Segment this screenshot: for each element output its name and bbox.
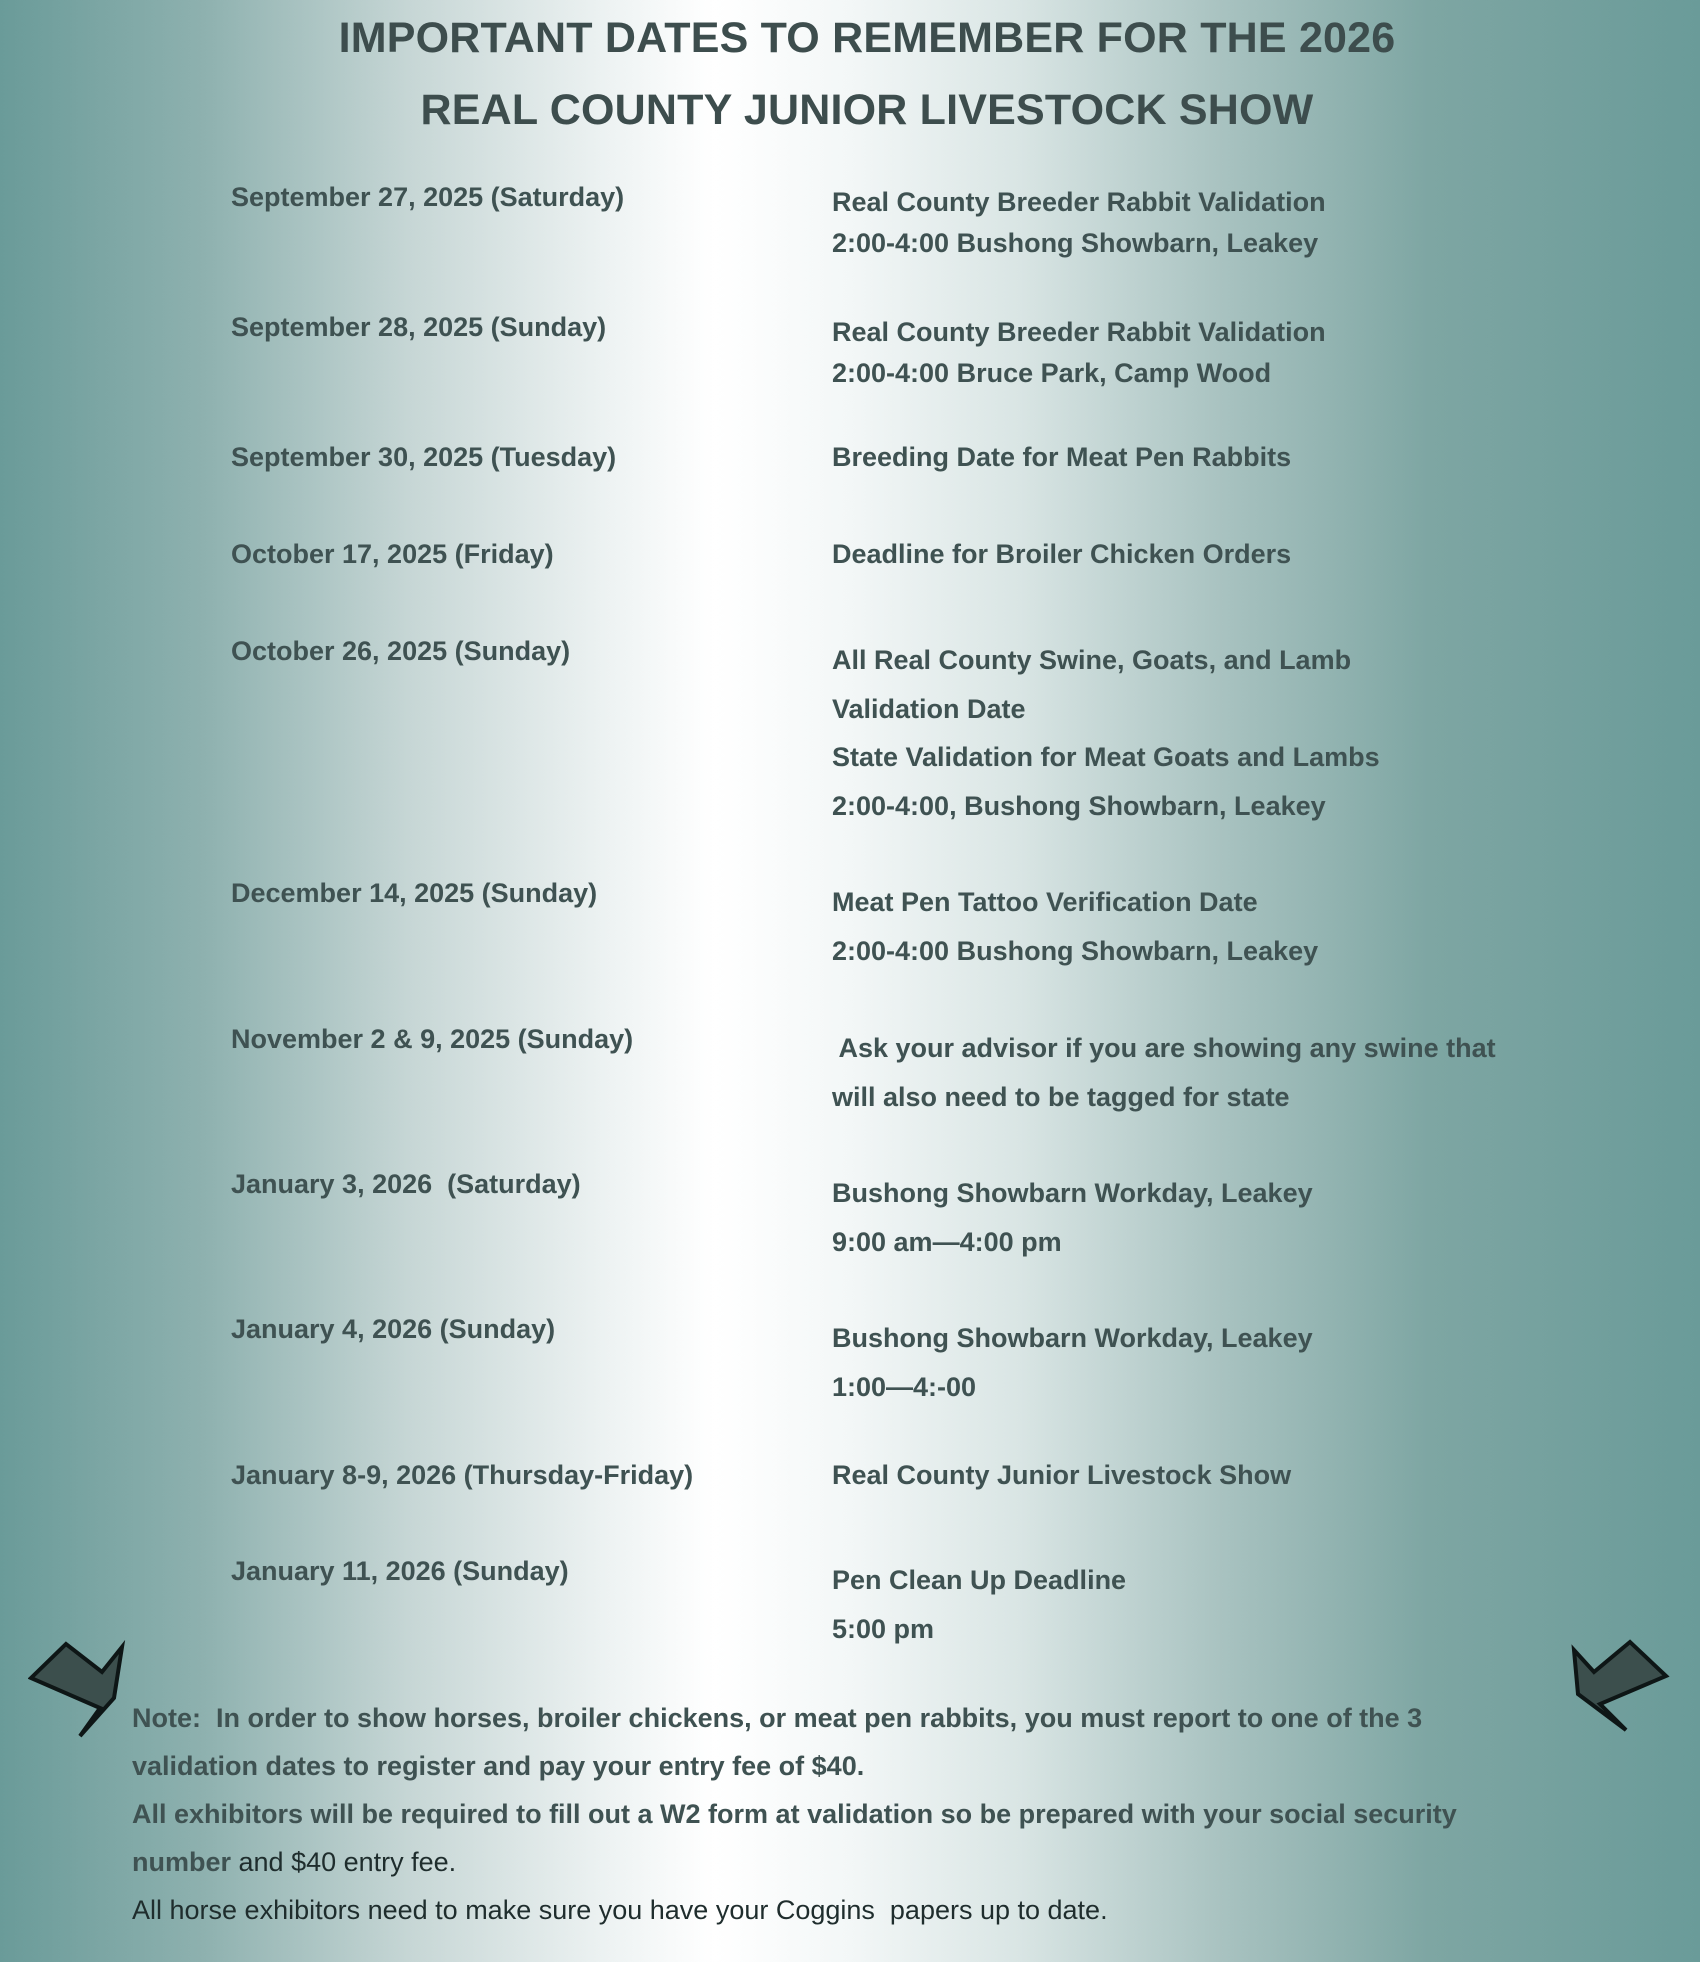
event-date: December 14, 2025 (Sunday) — [231, 878, 598, 908]
note-line: All horse exhibitors need to make sure you have your Coggins papers up to date. — [132, 1895, 1108, 1925]
event-date: November 2 & 9, 2025 (Sunday) — [231, 1024, 634, 1054]
event-description-line: State Validation for Meat Goats and Lambs — [832, 742, 1380, 772]
event-description — [832, 312, 1592, 394]
event-description-line: Validation Date — [832, 693, 1026, 724]
event-description-line: All Real County Swine, Goats, and Lamb — [832, 645, 1352, 675]
arrow-down-right-icon — [28, 1636, 128, 1740]
event-description-line: 2:00-4:00 Bushong Showbarn, Leakey — [832, 935, 1319, 966]
note-line: validation dates to register and pay your entry fee of $40. — [132, 1751, 865, 1781]
event-description-line: 5:00 pm — [832, 1613, 935, 1644]
event-description-line: Real County Junior Livestock Show — [832, 1460, 1292, 1490]
event-description-line: Breeding Date for Meat Pen Rabbits — [832, 442, 1292, 472]
event-description-line: Deadline for Broiler Chicken Orders — [832, 539, 1292, 569]
event-description — [832, 539, 1592, 570]
event-date: October 17, 2025 (Friday) — [231, 539, 554, 569]
event-description-line: will also need to be tagged for state — [832, 1081, 1290, 1112]
event-description — [832, 878, 1592, 975]
event-description — [832, 1556, 1592, 1653]
event-description-line: Real County Breeder Rabbit Validation — [832, 317, 1326, 347]
event-date: October 26, 2025 (Sunday) — [231, 636, 571, 666]
event-date: September 28, 2025 (Sunday) — [231, 312, 607, 342]
event-description-line: Pen Clean Up Deadline — [832, 1565, 1127, 1595]
event-description-line: Meat Pen Tattoo Verification Date — [832, 887, 1258, 917]
note-text-bold: number — [132, 1847, 232, 1877]
event-description-line: 9:00 am—4:00 pm — [832, 1226, 1062, 1257]
note-line: Note: In order to show horses, broiler chickens, or meat pen rabbits, you must report to one of the 3 — [132, 1703, 1423, 1733]
event-description-line: 2:00-4:00, Bushong Showbarn, Leakey — [832, 790, 1326, 821]
event-date: January 11, 2026 (Sunday) — [231, 1556, 569, 1586]
event-description — [832, 1169, 1592, 1266]
title-line-1: IMPORTANT DATES TO REMEMBER FOR THE 2026 — [338, 14, 1396, 62]
event-description — [832, 442, 1592, 473]
event-date: January 4, 2026 (Sunday) — [231, 1314, 556, 1344]
note-line: All exhibitors will be required to fill out a W2 form at validation so be prepared with your social security — [132, 1799, 1457, 1829]
note-block — [132, 1694, 1457, 1934]
event-description — [832, 1024, 1592, 1121]
event-description-line: Bushong Showbarn Workday, Leakey — [832, 1178, 1313, 1208]
event-description — [832, 636, 1592, 830]
event-description-line: 2:00-4:00 Bushong Showbarn, Leakey — [832, 228, 1319, 258]
event-date: January 3, 2026 (Saturday) — [231, 1169, 581, 1199]
event-description-line: 1:00—4:-00 — [832, 1371, 977, 1402]
event-date: January 8-9, 2026 (Thursday-Friday) — [231, 1460, 694, 1490]
event-description-line: Ask your advisor if you are showing any swine that — [832, 1033, 1496, 1063]
title-line-2: REAL COUNTY JUNIOR LIVESTOCK SHOW — [420, 86, 1314, 134]
event-description-line: Real County Breeder Rabbit Validation — [832, 187, 1326, 217]
event-date: September 27, 2025 (Saturday) — [231, 182, 625, 212]
event-date: September 30, 2025 (Tuesday) — [231, 442, 617, 472]
event-description — [832, 1314, 1592, 1411]
arrow-down-left-icon — [1566, 1636, 1670, 1736]
event-description — [832, 1460, 1592, 1491]
event-description — [832, 182, 1592, 264]
event-description-line: 2:00-4:00 Bruce Park, Camp Wood — [832, 358, 1272, 388]
note-line — [132, 1838, 1457, 1886]
event-description-line: Bushong Showbarn Workday, Leakey — [832, 1323, 1313, 1353]
note-text: and $40 entry fee. — [231, 1847, 457, 1877]
